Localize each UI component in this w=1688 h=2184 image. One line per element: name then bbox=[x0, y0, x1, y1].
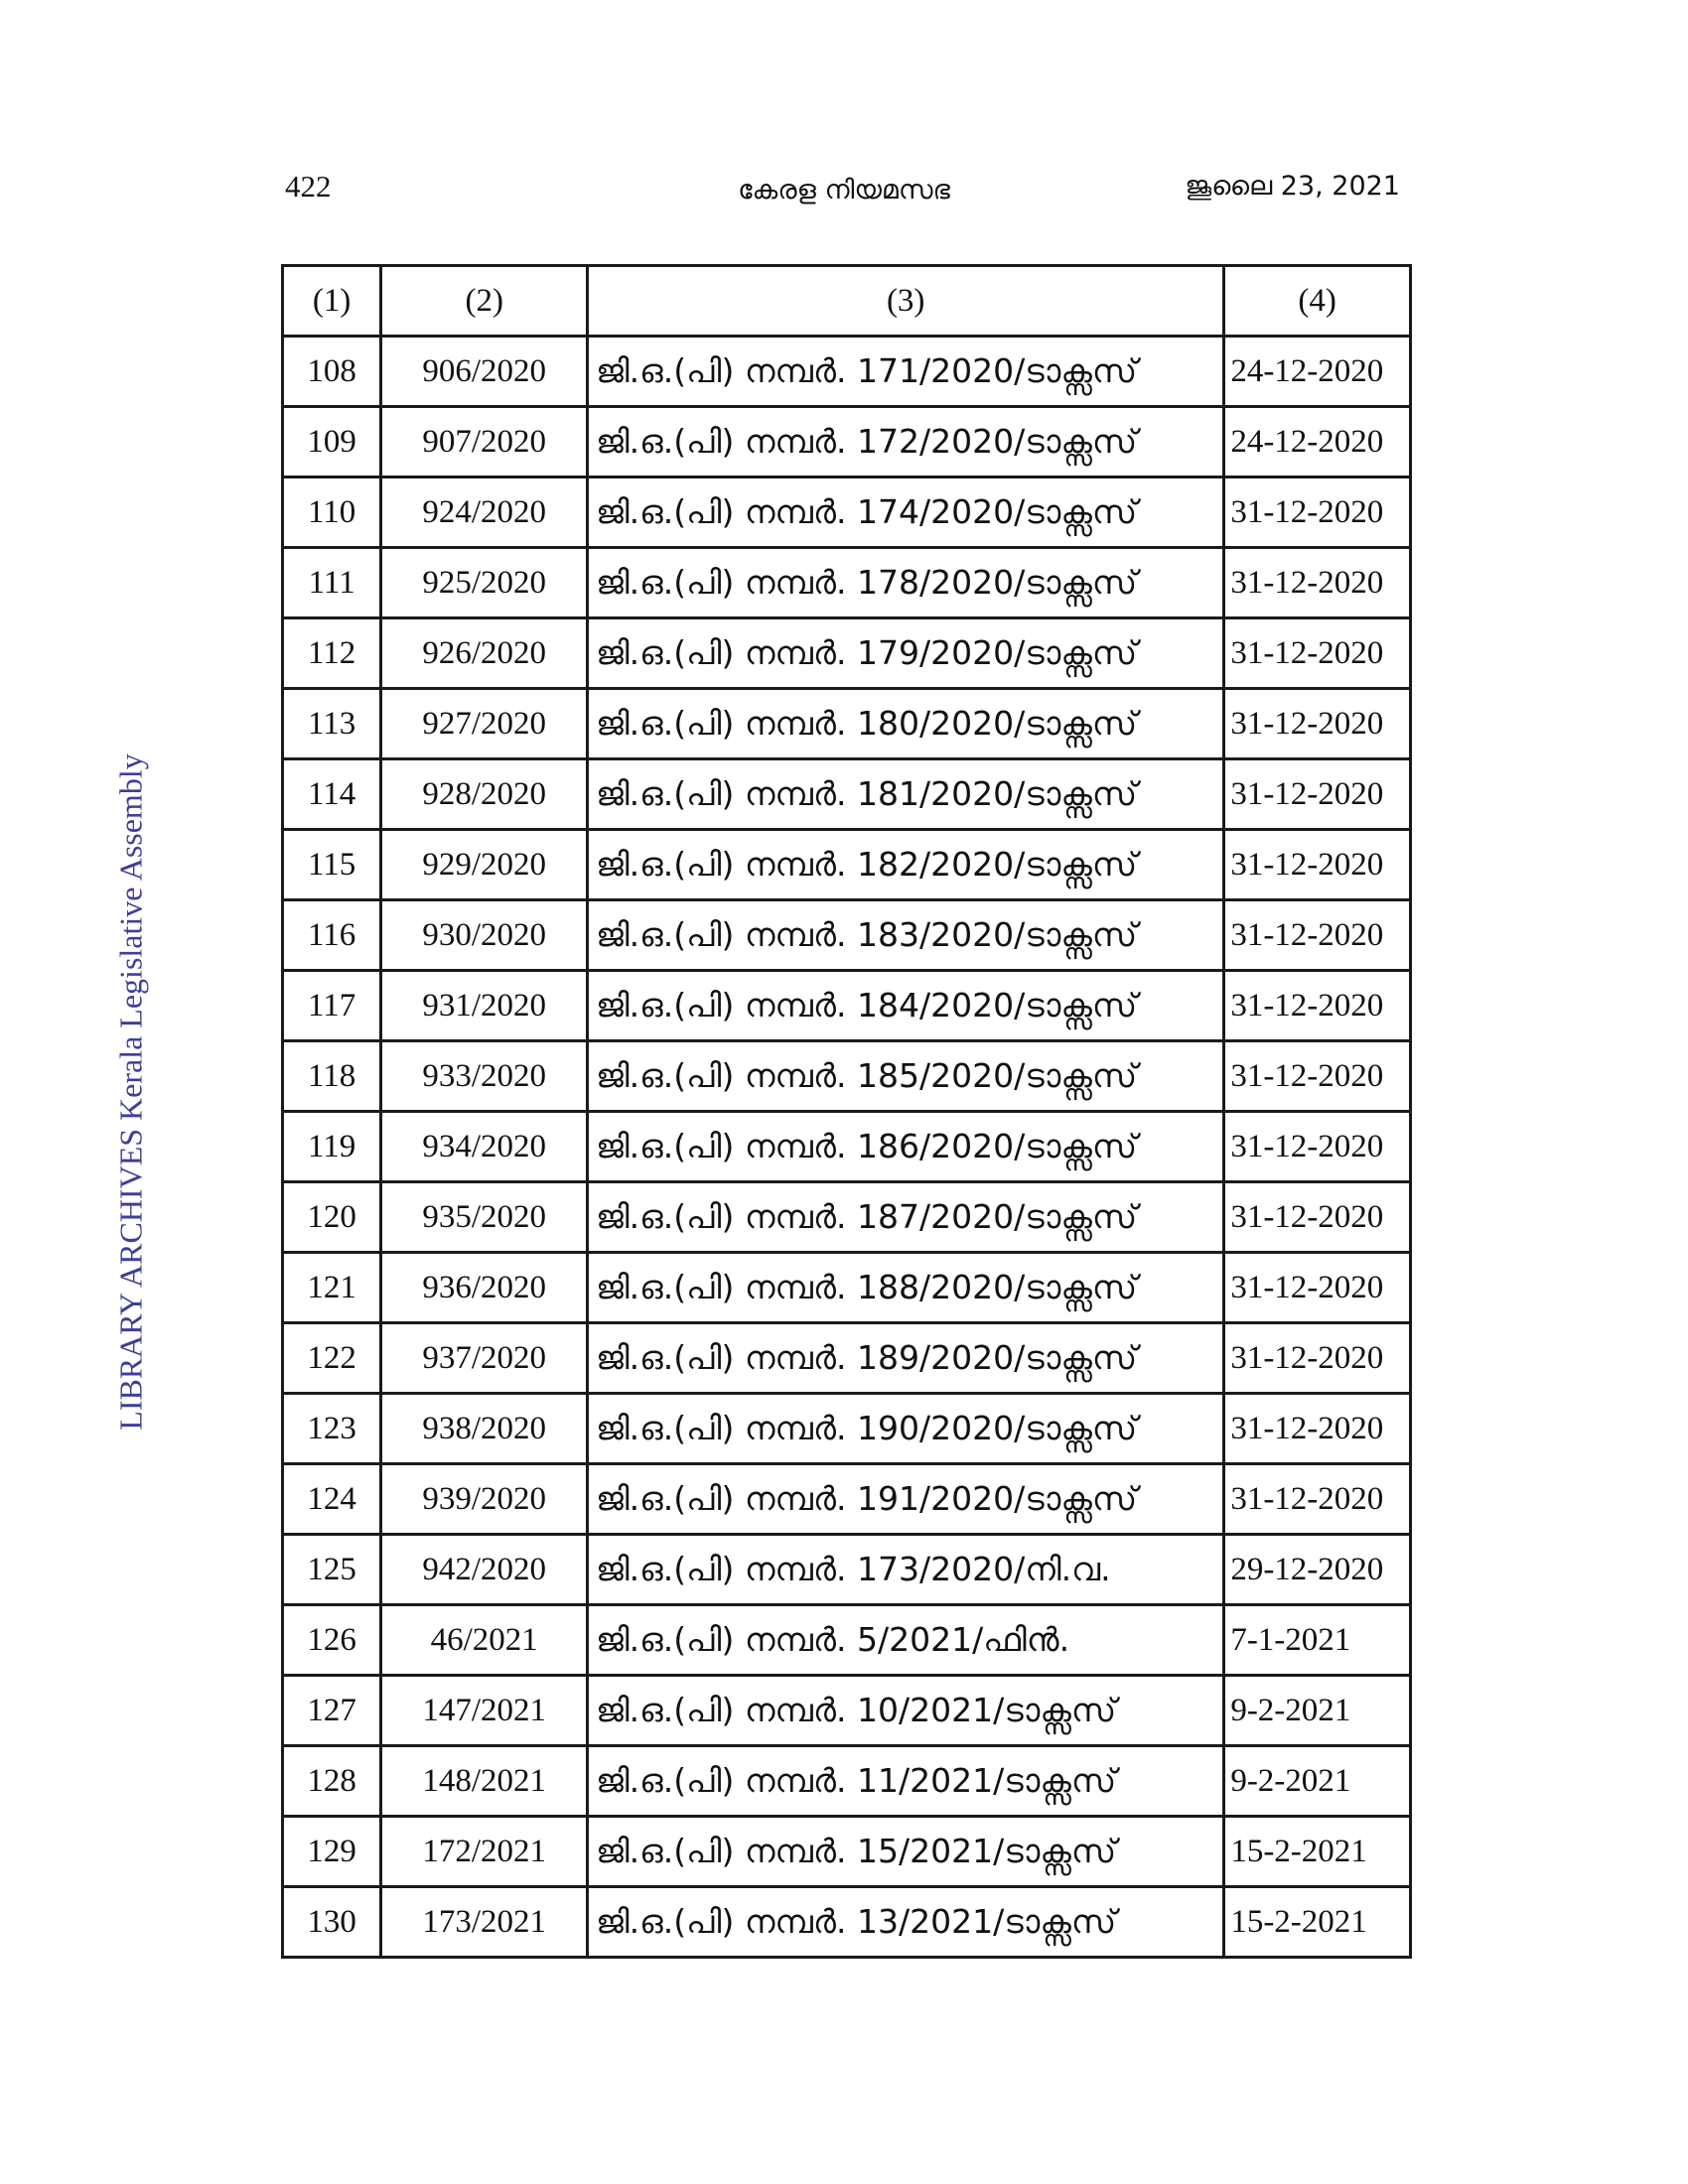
order-number-cell: ജി.ഒ.(പി) നമ്പർ. 186/2020/ടാക്സസ് bbox=[588, 1112, 1224, 1182]
date-cell: 31-12-2020 bbox=[1224, 900, 1411, 971]
serial-number-cell: 110 bbox=[283, 478, 381, 548]
order-number-cell: ജി.ഒ.(പി) നമ്പർ. 181/2020/ടാക്സസ് bbox=[588, 759, 1224, 830]
column-header: (1) bbox=[283, 266, 381, 337]
table-row bbox=[283, 1041, 1411, 1112]
date-cell: 31-12-2020 bbox=[1224, 548, 1411, 618]
page-title: കേരള നിയമസഭ bbox=[738, 175, 950, 205]
reference-number-cell: 937/2020 bbox=[381, 1323, 588, 1394]
reference-number-cell: 906/2020 bbox=[381, 337, 588, 407]
reference-number-cell: 930/2020 bbox=[381, 900, 588, 971]
table-row bbox=[283, 900, 1411, 971]
serial-number-cell: 125 bbox=[283, 1535, 381, 1605]
serial-number-cell: 128 bbox=[283, 1746, 381, 1817]
serial-number-cell: 122 bbox=[283, 1323, 381, 1394]
date-cell: 31-12-2020 bbox=[1224, 971, 1411, 1041]
table-row bbox=[283, 1817, 1411, 1887]
date-cell: 9-2-2021 bbox=[1224, 1676, 1411, 1746]
serial-number-cell: 109 bbox=[283, 407, 381, 478]
serial-number-cell: 120 bbox=[283, 1182, 381, 1253]
order-number-cell: ജി.ഒ.(പി) നമ്പർ. 180/2020/ടാക്സസ് bbox=[588, 689, 1224, 759]
table-header-row bbox=[283, 266, 1411, 337]
order-number-cell: ജി.ഒ.(പി) നമ്പർ. 172/2020/ടാക്സസ് bbox=[588, 407, 1224, 478]
serial-number-cell: 129 bbox=[283, 1817, 381, 1887]
order-number-cell: ജി.ഒ.(പി) നമ്പർ. 179/2020/ടാക്സസ് bbox=[588, 618, 1224, 689]
date-cell: 15-2-2021 bbox=[1224, 1887, 1411, 1958]
reference-number-cell: 46/2021 bbox=[381, 1605, 588, 1676]
date-cell: 31-12-2020 bbox=[1224, 1041, 1411, 1112]
reference-number-cell: 173/2021 bbox=[381, 1887, 588, 1958]
date-cell: 31-12-2020 bbox=[1224, 1323, 1411, 1394]
date-cell: 7-1-2021 bbox=[1224, 1605, 1411, 1676]
table-row bbox=[283, 1746, 1411, 1817]
table-row bbox=[283, 478, 1411, 548]
page-number: 422 bbox=[285, 169, 332, 204]
serial-number-cell: 108 bbox=[283, 337, 381, 407]
serial-number-cell: 117 bbox=[283, 971, 381, 1041]
date-cell: 31-12-2020 bbox=[1224, 759, 1411, 830]
table-row bbox=[283, 618, 1411, 689]
serial-number-cell: 115 bbox=[283, 830, 381, 900]
table-row bbox=[283, 1323, 1411, 1394]
orders-table bbox=[281, 264, 1412, 1959]
order-number-cell: ജി.ഒ.(പി) നമ്പർ. 182/2020/ടാക്സസ് bbox=[588, 830, 1224, 900]
order-number-cell: ജി.ഒ.(പി) നമ്പർ. 191/2020/ടാക്സസ് bbox=[588, 1464, 1224, 1535]
table-row bbox=[283, 337, 1411, 407]
serial-number-cell: 114 bbox=[283, 759, 381, 830]
table-row bbox=[283, 1535, 1411, 1605]
date-cell: 31-12-2020 bbox=[1224, 1394, 1411, 1464]
serial-number-cell: 111 bbox=[283, 548, 381, 618]
table-row bbox=[283, 407, 1411, 478]
date-cell: 31-12-2020 bbox=[1224, 1253, 1411, 1323]
reference-number-cell: 933/2020 bbox=[381, 1041, 588, 1112]
table-row bbox=[283, 1394, 1411, 1464]
reference-number-cell: 927/2020 bbox=[381, 689, 588, 759]
order-number-cell: ജി.ഒ.(പി) നമ്പർ. 188/2020/ടാക്സസ് bbox=[588, 1253, 1224, 1323]
reference-number-cell: 926/2020 bbox=[381, 618, 588, 689]
reference-number-cell: 907/2020 bbox=[381, 407, 588, 478]
date-cell: 31-12-2020 bbox=[1224, 478, 1411, 548]
order-number-cell: ജി.ഒ.(പി) നമ്പർ. 190/2020/ടാക്സസ് bbox=[588, 1394, 1224, 1464]
reference-number-cell: 148/2021 bbox=[381, 1746, 588, 1817]
table-row bbox=[283, 1253, 1411, 1323]
table-row bbox=[283, 830, 1411, 900]
serial-number-cell: 127 bbox=[283, 1676, 381, 1746]
table-row bbox=[283, 971, 1411, 1041]
archive-watermark-text: LIBRARY ARCHIVES Kerala Legislative Assembly bbox=[112, 753, 149, 1431]
column-header: (2) bbox=[381, 266, 588, 337]
reference-number-cell: 147/2021 bbox=[381, 1676, 588, 1746]
date-cell: 9-2-2021 bbox=[1224, 1746, 1411, 1817]
reference-number-cell: 942/2020 bbox=[381, 1535, 588, 1605]
table-row bbox=[283, 1676, 1411, 1746]
table-row bbox=[283, 1112, 1411, 1182]
order-number-cell: ജി.ഒ.(പി) നമ്പർ. 187/2020/ടാക്സസ് bbox=[588, 1182, 1224, 1253]
reference-number-cell: 931/2020 bbox=[381, 971, 588, 1041]
serial-number-cell: 119 bbox=[283, 1112, 381, 1182]
order-number-cell: ജി.ഒ.(പി) നമ്പർ. 189/2020/ടാക്സസ് bbox=[588, 1323, 1224, 1394]
order-number-cell: ജി.ഒ.(പി) നമ്പർ. 11/2021/ടാക്സസ് bbox=[588, 1746, 1224, 1817]
date-cell: 31-12-2020 bbox=[1224, 1182, 1411, 1253]
reference-number-cell: 928/2020 bbox=[381, 759, 588, 830]
table-row bbox=[283, 759, 1411, 830]
serial-number-cell: 126 bbox=[283, 1605, 381, 1676]
order-number-cell: ജി.ഒ.(പി) നമ്പർ. 178/2020/ടാക്സസ് bbox=[588, 548, 1224, 618]
date-cell: 24-12-2020 bbox=[1224, 337, 1411, 407]
date-cell: 31-12-2020 bbox=[1224, 1112, 1411, 1182]
table-row bbox=[283, 689, 1411, 759]
reference-number-cell: 924/2020 bbox=[381, 478, 588, 548]
date-cell: 29-12-2020 bbox=[1224, 1535, 1411, 1605]
reference-number-cell: 938/2020 bbox=[381, 1394, 588, 1464]
table-row bbox=[283, 548, 1411, 618]
order-number-cell: ജി.ഒ.(പി) നമ്പർ. 184/2020/ടാക്സസ് bbox=[588, 971, 1224, 1041]
serial-number-cell: 113 bbox=[283, 689, 381, 759]
reference-number-cell: 939/2020 bbox=[381, 1464, 588, 1535]
table-row bbox=[283, 1887, 1411, 1958]
serial-number-cell: 124 bbox=[283, 1464, 381, 1535]
order-number-cell: ജി.ഒ.(പി) നമ്പർ. 5/2021/ഫിൻ. bbox=[588, 1605, 1224, 1676]
order-number-cell: ജി.ഒ.(പി) നമ്പർ. 10/2021/ടാക്സസ് bbox=[588, 1676, 1224, 1746]
date-cell: 31-12-2020 bbox=[1224, 830, 1411, 900]
serial-number-cell: 112 bbox=[283, 618, 381, 689]
order-number-cell: ജി.ഒ.(പി) നമ്പർ. 13/2021/ടാക്സസ് bbox=[588, 1887, 1224, 1958]
date-cell: 31-12-2020 bbox=[1224, 1464, 1411, 1535]
column-header: (4) bbox=[1224, 266, 1411, 337]
page-date: ജൂലൈ 23, 2021 bbox=[1185, 171, 1400, 202]
serial-number-cell: 130 bbox=[283, 1887, 381, 1958]
serial-number-cell: 116 bbox=[283, 900, 381, 971]
reference-number-cell: 929/2020 bbox=[381, 830, 588, 900]
table-row bbox=[283, 1605, 1411, 1676]
order-number-cell: ജി.ഒ.(പി) നമ്പർ. 185/2020/ടാക്സസ് bbox=[588, 1041, 1224, 1112]
date-cell: 31-12-2020 bbox=[1224, 618, 1411, 689]
order-number-cell: ജി.ഒ.(പി) നമ്പർ. 171/2020/ടാക്സസ് bbox=[588, 337, 1224, 407]
reference-number-cell: 925/2020 bbox=[381, 548, 588, 618]
reference-number-cell: 936/2020 bbox=[381, 1253, 588, 1323]
reference-number-cell: 172/2021 bbox=[381, 1817, 588, 1887]
reference-number-cell: 934/2020 bbox=[381, 1112, 588, 1182]
order-number-cell: ജി.ഒ.(പി) നമ്പർ. 15/2021/ടാക്സസ് bbox=[588, 1817, 1224, 1887]
order-number-cell: ജി.ഒ.(പി) നമ്പർ. 183/2020/ടാക്സസ് bbox=[588, 900, 1224, 971]
order-number-cell: ജി.ഒ.(പി) നമ്പർ. 174/2020/ടാക്സസ് bbox=[588, 478, 1224, 548]
date-cell: 24-12-2020 bbox=[1224, 407, 1411, 478]
date-cell: 31-12-2020 bbox=[1224, 689, 1411, 759]
date-cell: 15-2-2021 bbox=[1224, 1817, 1411, 1887]
serial-number-cell: 118 bbox=[283, 1041, 381, 1112]
table-row bbox=[283, 1182, 1411, 1253]
column-header: (3) bbox=[588, 266, 1224, 337]
reference-number-cell: 935/2020 bbox=[381, 1182, 588, 1253]
table-row bbox=[283, 1464, 1411, 1535]
serial-number-cell: 121 bbox=[283, 1253, 381, 1323]
order-number-cell: ജി.ഒ.(പി) നമ്പർ. 173/2020/നി.വ. bbox=[588, 1535, 1224, 1605]
serial-number-cell: 123 bbox=[283, 1394, 381, 1464]
